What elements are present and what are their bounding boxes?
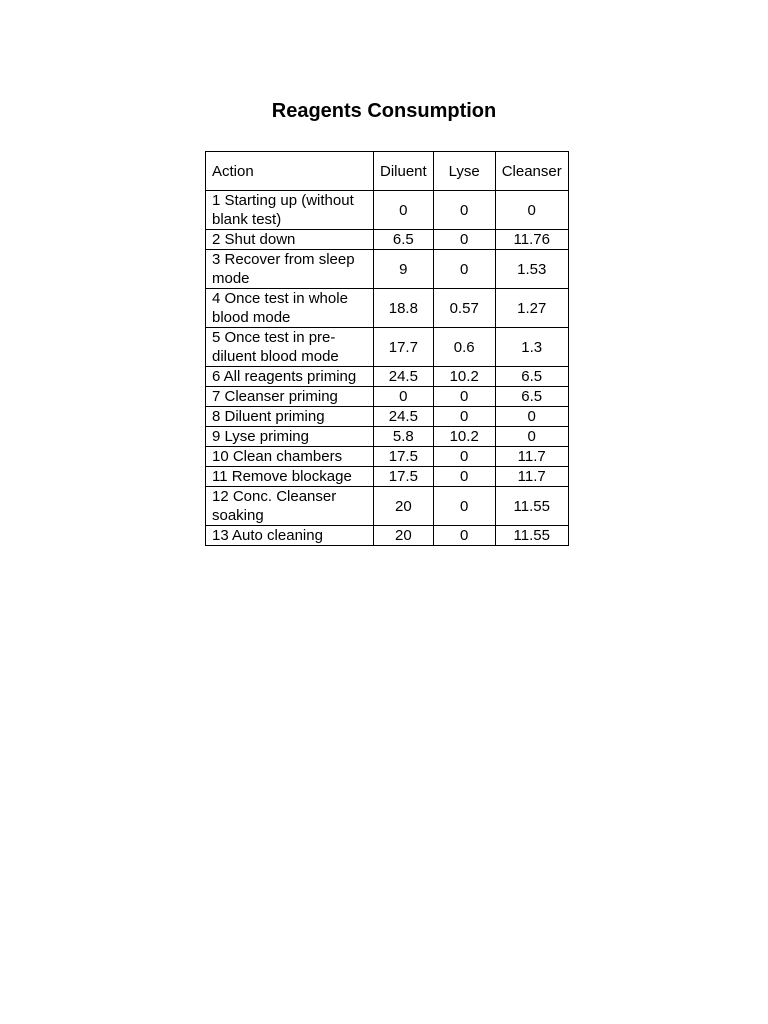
cell-cleanser: 0 — [495, 191, 568, 230]
cell-diluent: 17.7 — [374, 328, 434, 367]
column-header-cleanser: Cleanser — [495, 152, 568, 191]
table-row — [206, 367, 569, 387]
cell-lyse: 0 — [433, 526, 495, 546]
cell-lyse: 0.57 — [433, 289, 495, 328]
table-row — [206, 250, 569, 289]
cell-action: 9 Lyse priming — [206, 427, 374, 447]
cell-action: 7 Cleanser priming — [206, 387, 374, 407]
cell-lyse: 10.2 — [433, 427, 495, 447]
cell-cleanser: 1.3 — [495, 328, 568, 367]
table-row — [206, 328, 569, 367]
table-row — [206, 487, 569, 526]
column-header-action: Action — [206, 152, 374, 191]
cell-cleanser: 11.55 — [495, 526, 568, 546]
table-row — [206, 467, 569, 487]
cell-diluent: 5.8 — [374, 427, 434, 447]
cell-diluent: 17.5 — [374, 467, 434, 487]
cell-cleanser: 11.55 — [495, 487, 568, 526]
cell-action: 4 Once test in whole blood mode — [206, 289, 374, 328]
cell-diluent: 9 — [374, 250, 434, 289]
table-body — [206, 191, 569, 546]
cell-lyse: 0 — [433, 407, 495, 427]
cell-action: 10 Clean chambers — [206, 447, 374, 467]
cell-diluent: 20 — [374, 487, 434, 526]
table-row — [206, 387, 569, 407]
cell-cleanser: 6.5 — [495, 367, 568, 387]
cell-diluent: 6.5 — [374, 230, 434, 250]
cell-diluent: 24.5 — [374, 407, 434, 427]
cell-cleanser: 11.7 — [495, 467, 568, 487]
table-row — [206, 407, 569, 427]
cell-action: 1 Starting up (without blank test) — [206, 191, 374, 230]
column-header-diluent: Diluent — [374, 152, 434, 191]
page-title: Reagents Consumption — [271, 100, 497, 122]
cell-action: 6 All reagents priming — [206, 367, 374, 387]
cell-diluent: 0 — [374, 387, 434, 407]
cell-action: 11 Remove blockage — [206, 467, 374, 487]
cell-cleanser: 0 — [495, 407, 568, 427]
cell-diluent: 0 — [374, 191, 434, 230]
cell-lyse: 0 — [433, 230, 495, 250]
cell-lyse: 0 — [433, 447, 495, 467]
cell-cleanser: 11.76 — [495, 230, 568, 250]
cell-diluent: 20 — [374, 526, 434, 546]
cell-lyse: 0 — [433, 250, 495, 289]
cell-cleanser: 6.5 — [495, 387, 568, 407]
cell-action: 5 Once test in pre-diluent blood mode — [206, 328, 374, 367]
table-row — [206, 526, 569, 546]
cell-action: 13 Auto cleaning — [206, 526, 374, 546]
table-row — [206, 427, 569, 447]
cell-lyse: 10.2 — [433, 367, 495, 387]
cell-lyse: 0 — [433, 467, 495, 487]
cell-cleanser: 0 — [495, 427, 568, 447]
cell-action: 2 Shut down — [206, 230, 374, 250]
cell-lyse: 0.6 — [433, 328, 495, 367]
table-row — [206, 230, 569, 250]
column-header-lyse: Lyse — [433, 152, 495, 191]
cell-lyse: 0 — [433, 191, 495, 230]
cell-cleanser: 1.27 — [495, 289, 568, 328]
cell-cleanser: 11.7 — [495, 447, 568, 467]
cell-diluent: 24.5 — [374, 367, 434, 387]
reagents-table — [205, 151, 569, 546]
cell-lyse: 0 — [433, 487, 495, 526]
cell-diluent: 17.5 — [374, 447, 434, 467]
cell-action: 3 Recover from sleep mode — [206, 250, 374, 289]
cell-cleanser: 1.53 — [495, 250, 568, 289]
cell-diluent: 18.8 — [374, 289, 434, 328]
table-row — [206, 447, 569, 467]
table-row — [206, 191, 569, 230]
table-row — [206, 289, 569, 328]
table-header-row — [206, 152, 569, 191]
cell-action: 12 Conc. Cleanser soaking — [206, 487, 374, 526]
cell-lyse: 0 — [433, 387, 495, 407]
cell-action: 8 Diluent priming — [206, 407, 374, 427]
